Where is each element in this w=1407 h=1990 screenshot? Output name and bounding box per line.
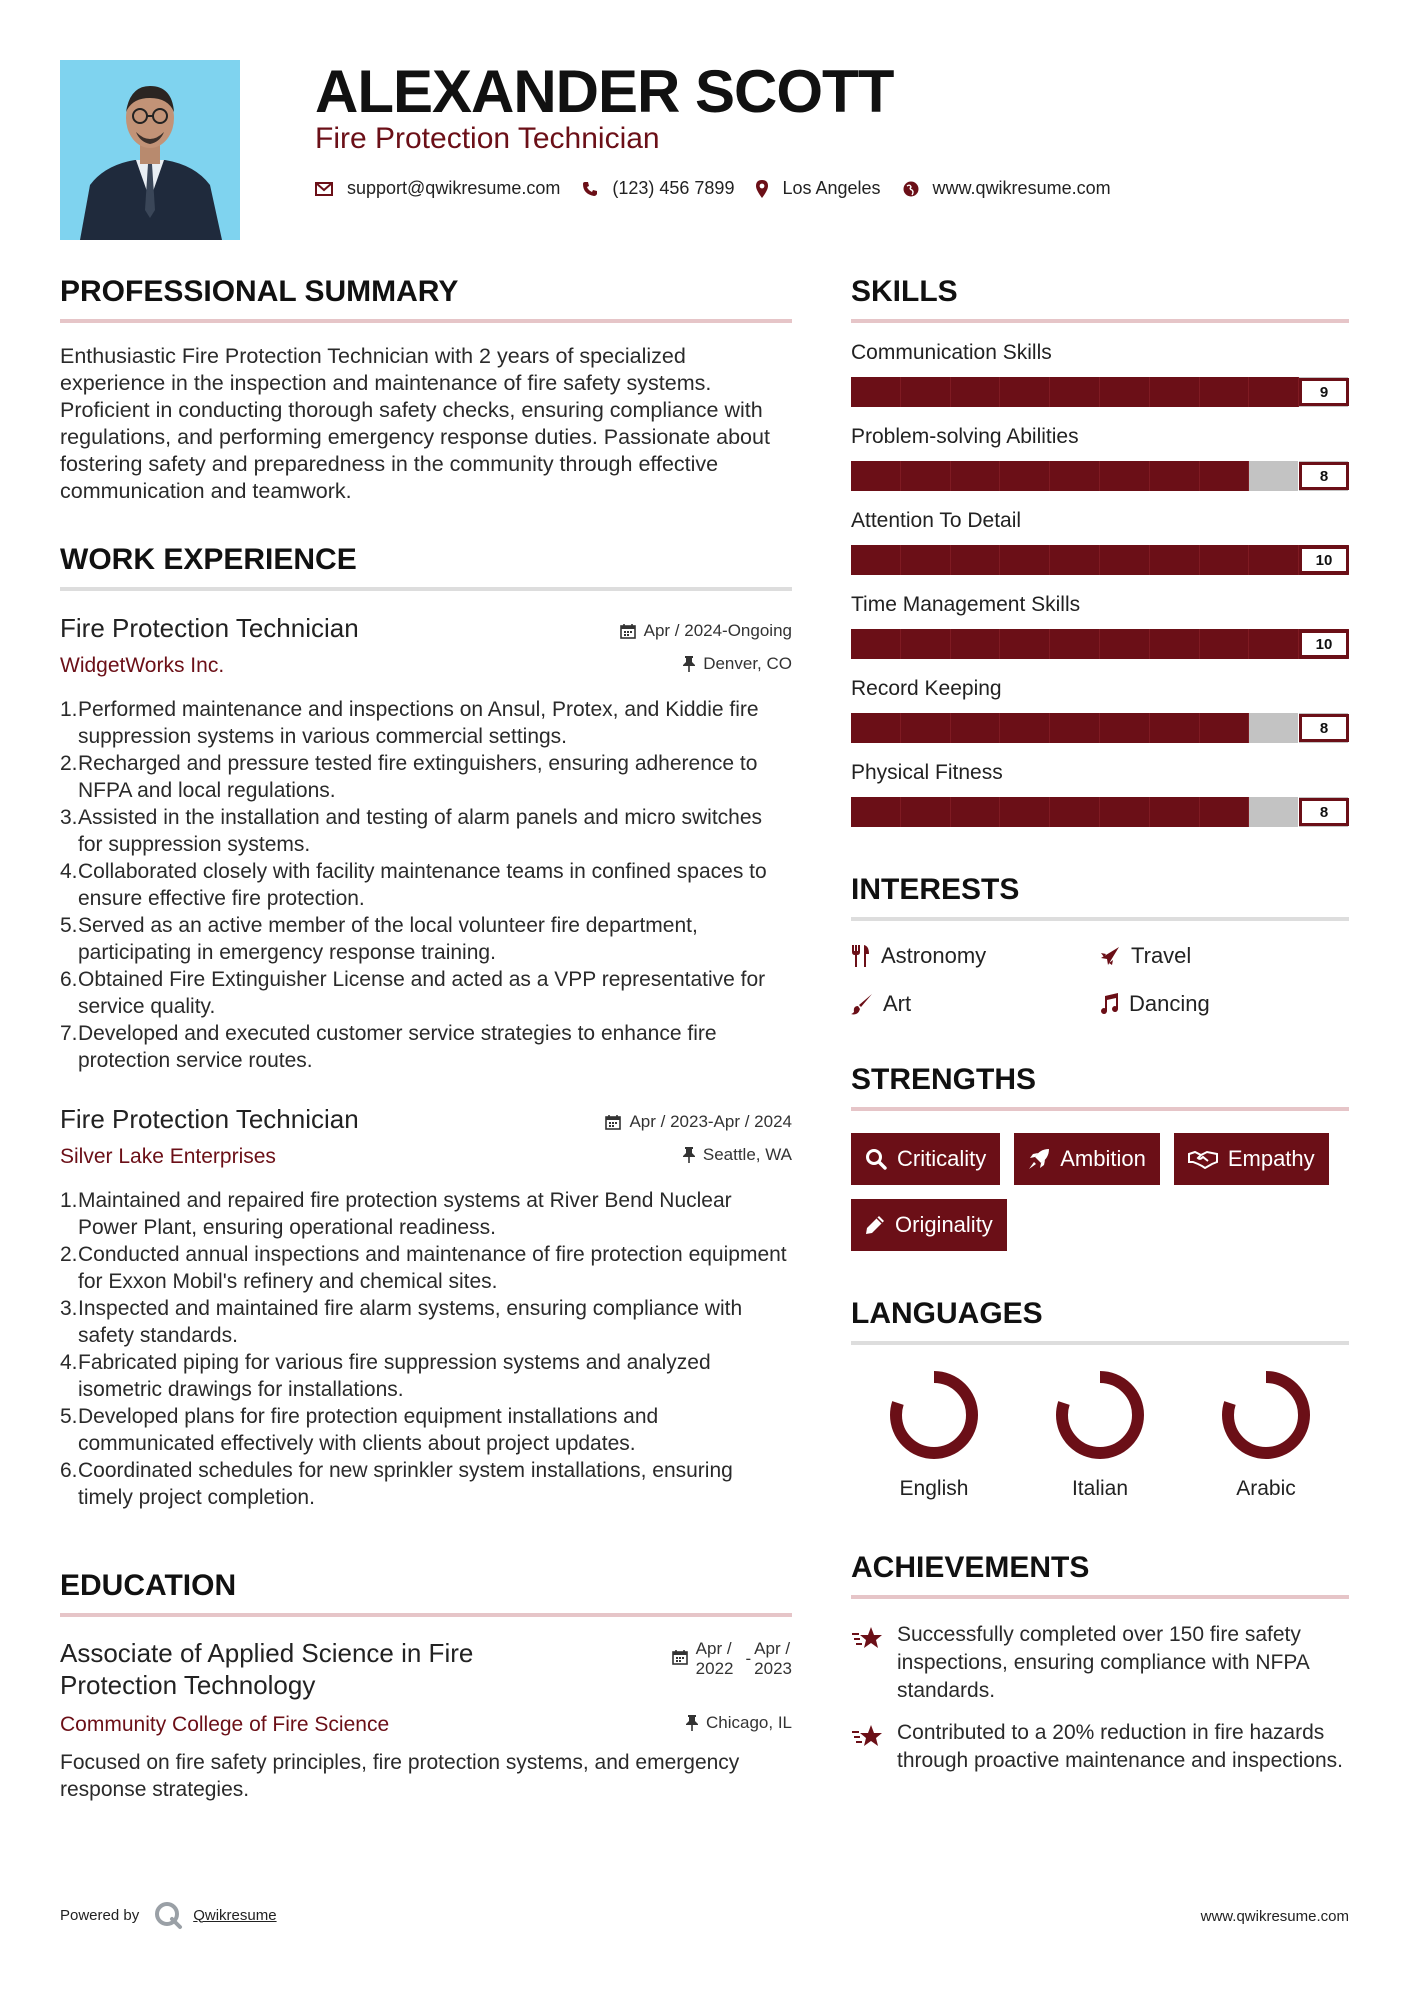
job-bullet [60, 858, 792, 912]
skill-bar-segment [1200, 377, 1250, 407]
skill-bar-segment [1100, 461, 1150, 491]
skill-bar-segment [851, 461, 901, 491]
pencil-icon [865, 1215, 885, 1235]
skill-bar-segment [1050, 461, 1100, 491]
job-bullet [60, 1241, 792, 1295]
achievements-section [851, 1551, 1349, 1775]
skill-score: 9 [1299, 378, 1349, 406]
strength-badge: Originality [851, 1199, 1007, 1251]
skill-bar-segment [1050, 713, 1100, 743]
job-bullet [60, 1295, 792, 1349]
calendar-icon [605, 1114, 621, 1130]
bullet-text: Coordinated schedules for new sprinkler system installations, ensuring timely project completion. [78, 1459, 733, 1509]
bullet-text: Conducted annual inspections and maintenance of fire protection equipment for Exxon Mobil's refinery and chemical sites. [78, 1243, 787, 1293]
pushpin-icon [686, 1715, 698, 1731]
job-location: Seattle, WA [702, 1145, 792, 1164]
skill-item [851, 341, 1349, 407]
skill-bar-segment [951, 377, 1001, 407]
language-item [1017, 1367, 1183, 1501]
skill-bar-segment [1249, 797, 1299, 827]
job-location: Denver, CO [703, 654, 792, 673]
skill-bar-segment [851, 713, 901, 743]
bullet-number: 7. [60, 1022, 78, 1045]
interest-item: Astronomy [851, 943, 1099, 969]
skill-score: 10 [1299, 546, 1349, 574]
skill-bar-segment [1200, 461, 1250, 491]
skill-bar-segment [1200, 629, 1250, 659]
skill-bar-segment [1100, 797, 1150, 827]
skill-bar-segment [1000, 461, 1050, 491]
language-level-ring [1218, 1367, 1314, 1463]
strength-badge: Empathy [1174, 1133, 1329, 1185]
skill-bar-segment [1249, 545, 1299, 575]
job-title: Fire Protection Technician [60, 613, 359, 643]
job-bullet [60, 1457, 792, 1511]
skill-bar-segment [1050, 545, 1100, 575]
job-bullet [60, 1187, 792, 1241]
skill-bar-segment [851, 629, 901, 659]
education-section [60, 1569, 792, 1803]
job-bullets [60, 1187, 792, 1511]
section-title: EDUCATION [60, 1569, 237, 1602]
job-bullet [60, 966, 792, 1020]
footer-powered-by [60, 1900, 277, 1930]
skill-bar-segment [1000, 797, 1050, 827]
footer-site[interactable]: www.qwikresume.com [1200, 1908, 1349, 1925]
bullet-text: Developed and executed customer service strategies to enhance fire protection service routes. [78, 1022, 717, 1072]
bullet-text: Collaborated closely with facility maintenance teams in confined spaces to ensure effective fire protection. [78, 860, 767, 910]
skill-bar [851, 461, 1349, 491]
bullet-text: Obtained Fire Extinguisher License and acted as a VPP representative for service quality. [78, 968, 766, 1018]
star-award-icon [851, 1625, 883, 1653]
interest-item: Travel [1099, 943, 1347, 969]
skill-bar-segment [1100, 629, 1150, 659]
skill-bar-segment [1150, 377, 1200, 407]
language-level-arc [896, 1377, 972, 1453]
summary-section [60, 275, 792, 505]
website-text: www.qwikresume.com [932, 178, 1111, 198]
search-icon [865, 1148, 887, 1170]
bullet-number: 4. [60, 1351, 78, 1374]
skill-bar-segment [1050, 629, 1100, 659]
handshake-icon [1188, 1149, 1218, 1169]
job-bullets [60, 696, 792, 1074]
bullet-number: 6. [60, 968, 78, 991]
bullet-number: 1. [60, 698, 78, 721]
job-bullet [60, 750, 792, 804]
bullet-number: 5. [60, 1405, 78, 1428]
skill-bar-segment [901, 713, 951, 743]
job-bullet [60, 804, 792, 858]
skill-score: 10 [1299, 630, 1349, 658]
section-divider [60, 1613, 792, 1617]
skill-item [851, 509, 1349, 575]
powered-by-text: Powered by [60, 1906, 140, 1924]
skill-bar-segment [901, 377, 951, 407]
skill-bar-segment [1000, 629, 1050, 659]
skill-score: 8 [1299, 462, 1349, 490]
section-title: SKILLS [851, 275, 958, 308]
section-divider [851, 1341, 1349, 1345]
contact-location [756, 178, 880, 199]
edu-end-year: 2023 [754, 1659, 792, 1678]
language-name: Arabic [1236, 1477, 1296, 1500]
skill-name: Record Keeping [851, 677, 1002, 700]
skill-bar-segment [1150, 545, 1200, 575]
skill-bar-segment [1100, 545, 1150, 575]
candidate-title: Fire Protection Technician [315, 122, 660, 155]
skill-score: 8 [1299, 714, 1349, 742]
skill-score: 8 [1299, 798, 1349, 826]
skill-bar-segment [1100, 713, 1150, 743]
skill-bar-segment [1249, 377, 1299, 407]
skill-bar [851, 797, 1349, 827]
skill-bar [851, 545, 1349, 575]
skill-bar-segment [851, 377, 901, 407]
skill-bar-segment [1200, 545, 1250, 575]
skill-bar-segment [901, 797, 951, 827]
skill-bar [851, 377, 1349, 407]
skill-bar-segment [1200, 797, 1250, 827]
job-entry [60, 1104, 792, 1511]
edu-start-month: Apr / [695, 1639, 732, 1658]
phone-icon [582, 181, 598, 197]
skill-item [851, 677, 1349, 743]
skill-bar-segment [951, 629, 1001, 659]
bullet-number: 2. [60, 1243, 78, 1266]
bullet-text: Assisted in the installation and testing of alarm panels and micro switches for suppression systems. [78, 806, 763, 856]
job-bullet [60, 912, 792, 966]
job-company: WidgetWorks Inc. [60, 654, 225, 677]
skill-bar-segment [1200, 713, 1250, 743]
pushpin-icon [683, 656, 695, 672]
job-dates: Apr / 2024-Ongoing [643, 621, 792, 640]
language-level-arc [1062, 1377, 1138, 1453]
skill-bar-segment [1050, 377, 1100, 407]
section-title: WORK EXPERIENCE [60, 543, 357, 576]
plane-icon [1099, 945, 1121, 967]
bullet-number: 1. [60, 1189, 78, 1212]
contact-bar [315, 178, 1133, 199]
qwikresume-link[interactable]: Qwikresume [193, 1906, 277, 1924]
section-title: INTERESTS [851, 873, 1020, 906]
bullet-text: Performed maintenance and inspections on Ansul, Protex, and Kiddie fire suppression systems in various commercial settings. [78, 698, 759, 748]
job-title: Fire Protection Technician [60, 1104, 359, 1134]
skill-bar-segment [951, 797, 1001, 827]
map-pin-icon [756, 180, 768, 198]
candidate-name: ALEXANDER SCOTT [315, 58, 894, 125]
section-divider [60, 319, 792, 323]
rocket-icon [1028, 1148, 1050, 1170]
bullet-text: Maintained and repaired fire protection systems at River Bend Nuclear Power Plant, ensuring operational readiness. [78, 1189, 732, 1239]
achievement-item: Successfully completed over 150 fire safety inspections, ensuring compliance with NFPA standards. [851, 1621, 1349, 1705]
contact-website[interactable] [903, 178, 1111, 199]
globe-icon [903, 181, 919, 197]
summary-text: Enthusiastic Fire Protection Technician with 2 years of specialized experience in the inspection and maintenance of fire safety systems. Proficient in conducting thorough safety checks, ensuring compliance with regulations, and performing emergency response duties. Passionate about fostering safety and preparedness in the community through effective communication and teamwork. [60, 344, 770, 503]
utensils-icon [851, 945, 871, 967]
calendar-icon [672, 1649, 688, 1665]
contact-phone[interactable] [582, 178, 734, 199]
envelope-icon [315, 182, 333, 196]
contact-email[interactable] [315, 178, 560, 199]
skill-item [851, 761, 1349, 827]
skill-bar-segment [1249, 713, 1299, 743]
skill-name: Physical Fitness [851, 761, 1003, 784]
section-title: ACHIEVEMENTS [851, 1551, 1090, 1584]
brush-icon [851, 993, 873, 1015]
bullet-text: Developed plans for fire protection equipment installations and communicated effectively with clients about project updates. [78, 1405, 659, 1455]
skill-bar-segment [1150, 629, 1200, 659]
skill-bar-segment [951, 461, 1001, 491]
work-section [60, 543, 792, 1511]
skill-name: Communication Skills [851, 341, 1052, 364]
pushpin-icon [683, 1147, 695, 1163]
skill-bar-segment [901, 629, 951, 659]
skill-name: Problem-solving Abilities [851, 425, 1079, 448]
bullet-number: 6. [60, 1459, 78, 1482]
edu-location: Chicago, IL [706, 1713, 792, 1732]
profile-photo [60, 60, 240, 240]
right-column [851, 275, 1349, 1775]
edu-degree: Associate of Applied Science in Fire Protection Technology [60, 1638, 474, 1700]
phone-text: (123) 456 7899 [612, 178, 735, 198]
skill-bar-segment [1000, 713, 1050, 743]
skill-bar-segment [851, 545, 901, 575]
email-text: support@qwikresume.com [347, 178, 561, 198]
edu-dates [672, 1637, 792, 1679]
skill-item [851, 593, 1349, 659]
skill-bar-segment [1249, 461, 1299, 491]
skill-bar-segment [951, 713, 1001, 743]
skill-bar-segment [1150, 797, 1200, 827]
interests-section [851, 873, 1349, 1017]
skill-name: Attention To Detail [851, 509, 1022, 532]
skill-bar-segment [901, 461, 951, 491]
bullet-text: Fabricated piping for various fire suppression systems and analyzed isometric drawings for installations. [78, 1351, 711, 1401]
language-item [1183, 1367, 1349, 1501]
job-dates: Apr / 2023-Apr / 2024 [629, 1112, 792, 1131]
skill-bar-segment [1150, 713, 1200, 743]
bullet-number: 4. [60, 860, 78, 883]
skill-bar-segment [1249, 629, 1299, 659]
bullet-number: 3. [60, 1297, 78, 1320]
skill-bar-segment [1000, 545, 1050, 575]
skill-bar-segment [1000, 377, 1050, 407]
skill-name: Time Management Skills [851, 593, 1081, 616]
achievement-item: Contributed to a 20% reduction in fire hazards through proactive maintenance and inspections. [851, 1719, 1349, 1775]
strengths-section [851, 1063, 1349, 1251]
bullet-number: 2. [60, 752, 78, 775]
skills-section [851, 275, 1349, 827]
section-divider [851, 1595, 1349, 1599]
section-divider [851, 319, 1349, 323]
interest-item: Art [851, 991, 1099, 1017]
job-bullet [60, 1403, 792, 1457]
skill-bar-segment [1050, 797, 1100, 827]
section-title: LANGUAGES [851, 1297, 1043, 1330]
bullet-text: Served as an active member of the local volunteer fire department, participating in emergency response training. [78, 914, 698, 964]
bullet-number: 5. [60, 914, 78, 937]
bullet-text: Inspected and maintained fire alarm systems, ensuring compliance with safety standards. [78, 1297, 743, 1347]
job-entry [60, 613, 792, 1074]
job-bullet [60, 1020, 792, 1074]
skill-item [851, 425, 1349, 491]
left-column [60, 275, 792, 1803]
language-name: English [899, 1477, 969, 1500]
skill-bar-segment [1150, 461, 1200, 491]
skill-bar-segment [851, 797, 901, 827]
languages-section [851, 1297, 1349, 1501]
language-name: Italian [1071, 1477, 1129, 1500]
edu-end-month: Apr / [754, 1639, 791, 1658]
section-title: PROFESSIONAL SUMMARY [60, 275, 459, 308]
edu-start-year: 2022 [695, 1659, 734, 1678]
skill-bar-segment [901, 545, 951, 575]
language-level-ring [886, 1367, 982, 1463]
language-item [851, 1367, 1017, 1501]
job-bullet [60, 696, 792, 750]
bullet-number: 3. [60, 806, 78, 829]
section-divider [851, 1107, 1349, 1111]
language-level-ring [1052, 1367, 1148, 1463]
edu-date-separator: - [745, 1649, 752, 1668]
job-bullet [60, 1349, 792, 1403]
job-company: Silver Lake Enterprises [60, 1145, 276, 1168]
skill-bar-segment [1100, 377, 1150, 407]
calendar-icon [620, 623, 636, 639]
interest-item: Dancing [1099, 991, 1347, 1017]
edu-description: Focused on fire safety principles, fire protection systems, and emergency response strategies. [60, 1751, 740, 1801]
location-text: Los Angeles [782, 178, 881, 198]
bullet-text: Recharged and pressure tested fire extinguishers, ensuring adherence to NFPA and local regulations. [78, 752, 758, 802]
section-title: STRENGTHS [851, 1063, 1037, 1096]
skill-bar [851, 713, 1349, 743]
section-divider [60, 587, 792, 591]
star-award-icon [851, 1723, 883, 1751]
section-divider [851, 917, 1349, 921]
qwikresume-logo-icon [153, 1900, 183, 1930]
strength-badge: Criticality [851, 1133, 1000, 1185]
skill-bar-segment [951, 545, 1001, 575]
language-level-arc [1228, 1377, 1304, 1453]
edu-school: Community College of Fire Science [60, 1713, 390, 1736]
skill-bar [851, 629, 1349, 659]
music-icon [1099, 993, 1119, 1015]
strength-badge: Ambition [1014, 1133, 1160, 1185]
